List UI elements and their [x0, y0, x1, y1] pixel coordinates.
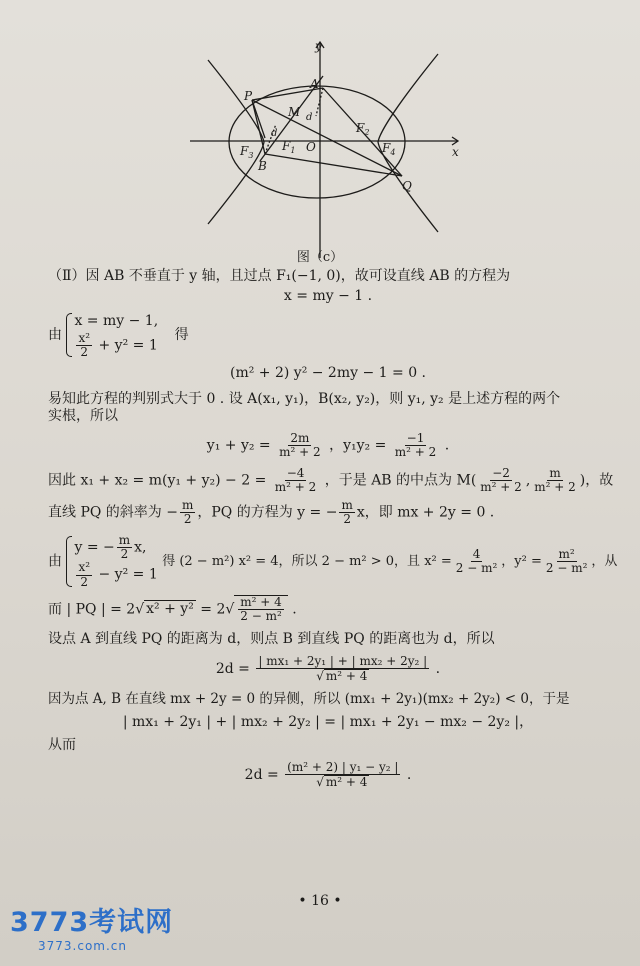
equation-1: x = my − 1 . [283, 287, 373, 304]
equation-3: y₁ + y₂ = $\frac{2m}{\text{m² + 2}}$ ，y₁y₂ = $\frac{-1}{\text{m² + 2}}$ . [206, 430, 450, 460]
label-y: y [315, 39, 322, 53]
label-x: x [452, 145, 459, 159]
label-q: Q [402, 179, 412, 193]
watermark-sub: 3773.com.cn [38, 939, 127, 953]
label-f3: $F_3$ [240, 144, 254, 160]
paragraph-8: 从而 [48, 737, 76, 754]
equation-2: (m² + 2) y² − 2my − 1 = 0 . [229, 365, 427, 382]
system-2: 由 y = − $\frac{m}{2}$ x, $\frac{\text{x²}}{2}$ − y² = 1 得 (2 − m²) x² = 4，所以 2 − m² > 0，且 x² = $\frac{4}{\text{2 − m²}}$ ，y² = $\frac{\text{m²}}{\text{2 − m²}}$ ，从 [48, 533, 618, 589]
solution-text [48, 268, 618, 790]
system-1-suffix: 得 [174, 327, 189, 344]
figure-caption: 图（c） [296, 250, 344, 265]
system-2-brace: y = − $\frac{m}{2}$ x, $\frac{\text{x²}}{2}$ − y² = 1 [66, 534, 157, 589]
hyperbola-left-branch [208, 60, 264, 224]
equation-5: | mx₁ + 2y₁ | + | mx₂ + 2y₂ | = | mx₁ + 2y₁ − mx₂ − 2y₂ |， [122, 713, 534, 730]
label-a: A [310, 77, 319, 91]
label-p: P [244, 89, 253, 103]
paragraph-2a: 易知此方程的判别式大于 0 . 设 A(x₁, y₁)，B(x₂, y₂)，则 y₁, y₂ 是上述方程的两个 [48, 390, 561, 407]
label-d-upper: d [306, 112, 313, 123]
system-1-brace [66, 311, 158, 359]
label-b: B [258, 159, 267, 173]
page-number: • 16 • [298, 893, 342, 909]
hyperbola-ellipse-diagram [190, 36, 470, 261]
system-1-line-2: $\frac{\text{x²}}{2}$ + y² = 1 [78, 331, 158, 360]
paragraph-1: （Ⅱ）因 AB 不垂直于 y 轴，且过点 F₁(−1, 0)，故可设直线 AB 的方程为 [48, 268, 511, 284]
paragraph-4: 直线 PQ 的斜率为 − $\frac{m}{2}$ ，PQ 的方程为 y = − $\frac{m}{2}$ x，即 mx + 2y = 0 . [48, 497, 495, 526]
label-d-lower: d [271, 128, 278, 139]
label-f2: $F_2$ [356, 121, 370, 137]
segment-pb [252, 100, 265, 154]
equation-4: 2d = $\frac{\text{| mx₁ + 2y₁ | + | mx₂ + 2y₂ |}}{\text{√ m² + 4}}$ . [215, 653, 441, 683]
site-watermark [10, 900, 200, 960]
label-f4: $F_4$ [382, 141, 396, 157]
label-o: O [306, 140, 316, 154]
system-1 [48, 311, 608, 359]
figure-c [190, 36, 470, 261]
label-f1: $F_1$ [282, 139, 296, 155]
paragraph-5: 而 | PQ | = 2√ x² + y² = 2√ $\frac{\text{m² + 4}}{\text{2 − m²}}$ . [48, 594, 297, 623]
system-1-line-1: x = my − 1, [74, 313, 159, 329]
paragraph-3: 因此 x₁ + x₂ = m(y₁ + y₂) − 2 = $\frac{-4}{\text{m² + 2}}$ ，于是 AB 的中点为 M( $\frac{-2}{\text{m² + 2}}$ , $\frac{m}{\text{m² + 2}}$ )，故 [48, 466, 614, 495]
watermark-main: 3773考试网 [10, 907, 174, 938]
system-1-prefix: 由 [48, 327, 62, 344]
equation-6: 2d = $\frac{\text{(m² + 2) | y₁ − y₂ |}}{\text{√ m² + 4}}$ . [244, 759, 412, 790]
paragraph-2b: 实根，所以 [48, 408, 118, 425]
label-m: M [288, 105, 301, 119]
paragraph-6: 设点 A 到直线 PQ 的距离为 d，则点 B 到直线 PQ 的距离也为 d，所以 [48, 631, 495, 648]
paragraph-7: 因为点 A, B 在直线 mx + 2y = 0 的异侧，所以 (mx₁ + 2y₁)(mx₂ + 2y₂) < 0，于是 [48, 691, 570, 707]
